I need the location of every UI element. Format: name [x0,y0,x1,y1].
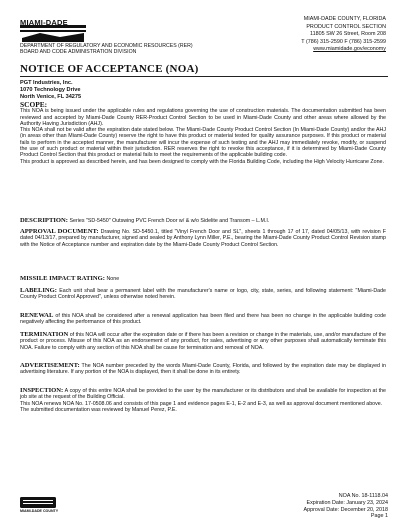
termination-text: of this NOA will occur after the expiration date or if there has been a revision or change in the materials, use, and/or manufacture of the product or process. Misuse of this NOA as an endorsement of any product, for sales, advertising or any other purposes shall automatically terminate this NOA. Failure to comply with any section of this NOA shall be cause for termination and removal of NOA. [20,332,386,351]
footer-county-logo-icon [20,497,56,508]
approval-date: Approval Date: December 20, 2018 [303,506,388,513]
scope-paragraph-1: This NOA is being issued under the applicable rules and regulations governing the use of construction materials. The documentation submitted has been reviewed and accepted by Miami-Dade County RER-Product Control Section to be used in Miami-Dade County and other areas where allowed by the Authority Having Jurisdiction (AHJ). [20,108,386,127]
scope-heading: SCOPE: [20,100,48,109]
renewal-text: of this NOA shall be considered after a renewal application has been filed and there has been no change in the applicable building code negatively affecting the performance of this product. [20,313,386,326]
renewal-note: This NOA renews NOA No. 17-0508.06 and consists of this page 1 and evidence pages E-1, E-2 and E-3, as well as approval document mentioned above. [20,400,383,407]
inspection-section [20,388,386,413]
description-label: DESCRIPTION: [20,217,68,224]
labeling-section [20,288,386,301]
footer-logo-text: MIAMI-DADE COUNTY [20,509,59,513]
renewal-section [20,313,386,326]
renewal-label: RENEWAL [20,312,54,319]
advertisement-text: The NOA number preceded by the words Miami-Dade County, Florida, and followed by the expiration date may be displayed in advertising literature. If any portion of the NOA is displayed, then it shall be done in its entirety. [20,363,386,376]
missile-text: None [106,276,120,282]
approval-label: APPROVAL DOCUMENT: [20,228,99,235]
noa-number: NOA No. 18-1118.04 [338,493,388,499]
labeling-text: Each unit shall bear a permanent label with the manufacturer's name or logo, city, state, series, and following statement: "Miami-Dade County Product Control Approved", unless otherwise noted herein. [20,288,386,301]
description-section [20,218,386,224]
inspection-label: INSPECTION: [20,387,64,394]
termination-label: TERMINATION [20,331,69,338]
logo-text: MIAMI-DADE [20,18,68,27]
labeling-label: LABELING: [20,287,58,294]
scope-section [20,102,386,165]
termination-section [20,332,386,351]
county-contact-block: MIAMI-DADE COUNTY, FLORIDA PRODUCT CONTROL SECTION 11805 SW 26 Street, Room 208 T (786) 315-2590 F (786) 315-2599 www.miamidade.gov/economy [236,16,386,54]
missile-section [20,276,386,282]
title-divider [20,76,388,77]
company-address: PGT Industries, Inc. 1070 Technology Drive North Venice, FL 34275 [20,80,82,100]
advertisement-section [20,363,386,376]
missile-label: MISSILE IMPACT RATING: [20,275,105,282]
approval-section [20,229,386,248]
department-name: DEPARTMENT OF REGULATORY AND ECONOMIC RESOURCES (RER) BOARD AND CODE ADMINISTRATION DIVISION [20,43,193,56]
scope-paragraph-3: This product is approved as described herein, and has been designed to comply with the Florida Building Code, including the High Velocity Hurricane Zone. [20,158,384,165]
page-title: NOTICE OF ACCEPTANCE (NOA) [20,63,199,75]
expiration-date: Expiration Date: January 23, 2024 [306,499,388,506]
inspection-text: A copy of this entire NOA shall be provided to the user by the manufacturer or its distributors and shall be available for inspection at the job site at the request of the Building Official. [20,388,386,401]
reviewer-note: The submitted documentation was reviewed by Manuel Perez, P.E. [20,406,177,413]
page-number: Page 1 [370,513,388,520]
noa-footer [258,493,388,520]
approval-text: Drawing No. SD-5450.1, titled "Vinyl French Door and SL", sheets 1 through 17 of 17, dated 04/05/13, with revision F dated 04/13/17, prepared by manufacturer, signed and sealed by Anthony Lynn Miller, P.E., bearing the Miami-Dade County Product Control Revision stamp with the Notice of Acceptance number and expiration date by the Miami-Dade County Product Control Section. [20,229,386,248]
website-link[interactable]: www.miamidade.gov/economy [313,46,386,52]
advertisement-label: ADVERTISEMENT: [20,362,80,369]
scope-paragraph-2: This NOA shall not be valid after the expiration date stated below. The Miami-Dade County Product Control Section (In Miami-Dade County) and/or the AHJ (in areas other than Miami-Dade County) reserve the right to have this product or material tested for quality assurance purposes. If this product or material fails to perform in the accepted manner, the manufacturer will incur the expense of such testing and the AHJ may immediately revoke, modify, or suspend the use of such product or material within their jurisdiction. RER reserves the right to revoke this acceptance, if it is determined by Miami-Dade County Product Control Section that this product or material fails to meet the requirements of the applicable building code. [20,127,386,159]
description-text: Series "SD-5450" Outswing PVC French Door w/ & w/o Sidelite and Transom – L.M.I. [69,218,270,224]
